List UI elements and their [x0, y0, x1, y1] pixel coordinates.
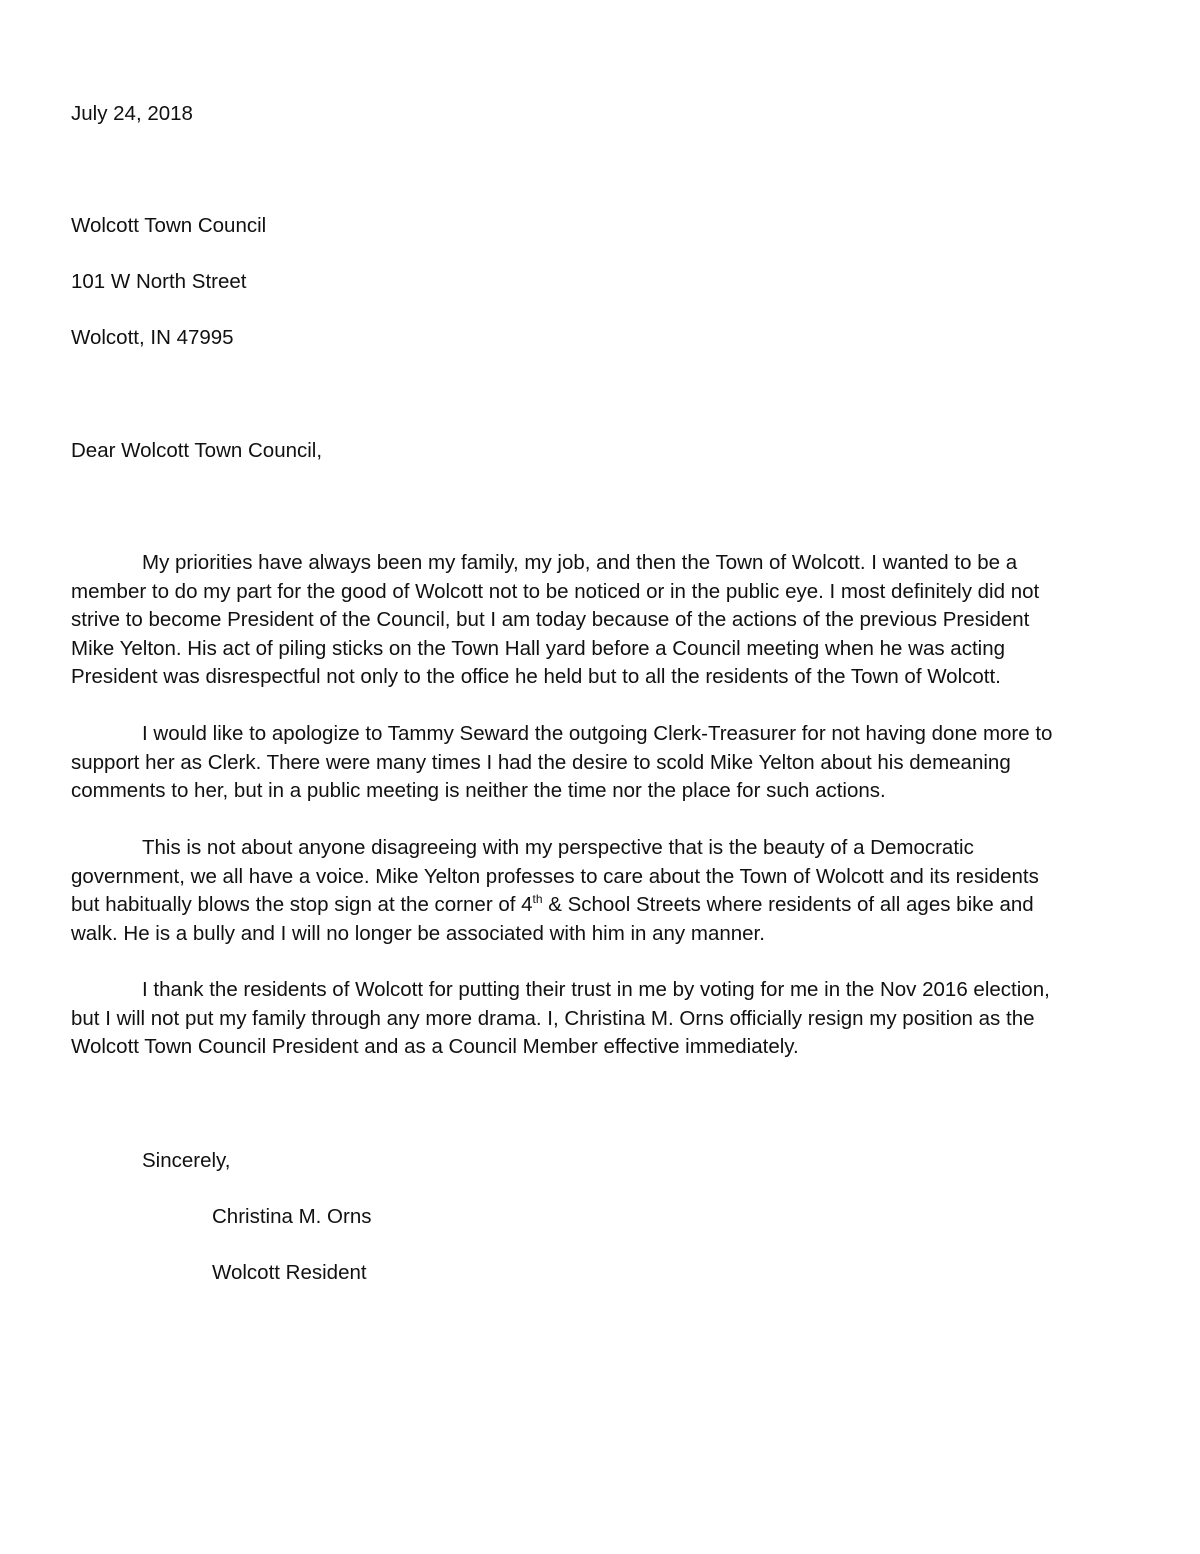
paragraph-2-line: I would like to apologize to Tammy Seward the outgoing Clerk-Treasurer for not having done more to	[142, 722, 1053, 745]
paragraph-2	[71, 720, 1141, 806]
paragraph-4-line: Wolcott Town Council President and as a Council Member effective immediately.	[71, 1035, 799, 1059]
paragraph-1	[71, 549, 1141, 692]
letter-date: July 24, 2018	[71, 102, 193, 125]
paragraph-4-line: I thank the residents of Wolcott for putting their trust in me by voting for me in the Nov 2016 election,	[142, 978, 1050, 1001]
paragraph-2-line: comments to her, but in a public meeting is neither the time nor the place for such actions.	[71, 779, 886, 803]
paragraph-1-line: My priorities have always been my family, my job, and then the Town of Wolcott. I wanted to be a	[142, 551, 1018, 574]
paragraph-1-line: President was disrespectful not only to the office he held but to all the residents of the Town of Wolcott.	[71, 665, 1001, 689]
paragraph-1-line: member to do my part for the good of Wolcott not to be noticed or in the public eye. I most definitely did not	[71, 579, 1040, 603]
signature-name: Christina M. Orns	[212, 1205, 372, 1228]
paragraph-4-line: but I will not put my family through any more drama. I, Christina M. Orns officially resign my position as the	[71, 1006, 1035, 1030]
recipient-city-state-zip: Wolcott, IN 47995	[71, 326, 234, 349]
paragraph-3-line-with-ordinal	[71, 891, 1141, 920]
paragraph-3-text-after: & School Streets where residents of all ages bike and	[542, 893, 1034, 917]
paragraph-1-line: Mike Yelton. His act of piling sticks on the Town Hall yard before a Council meeting when he was acting	[71, 636, 1006, 660]
paragraph-4	[71, 976, 1141, 1062]
paragraph-3	[71, 834, 1141, 948]
paragraph-3-line: government, we all have a voice. Mike Yelton professes to care about the Town of Wolcott and its residents	[71, 864, 1039, 888]
salutation: Dear Wolcott Town Council,	[71, 439, 323, 462]
recipient-name: Wolcott Town Council	[71, 214, 267, 237]
ordinal-suffix: th	[532, 892, 543, 907]
paragraph-3-text-before: but habitually blows the stop sign at the corner of 4	[71, 893, 533, 917]
signature-title: Wolcott Resident	[212, 1261, 367, 1284]
paragraph-2-line: support her as Clerk. There were many times I had the desire to scold Mike Yelton about his demeaning	[71, 750, 1011, 774]
paragraph-3-line: walk. He is a bully and I will no longer be associated with him in any manner.	[71, 921, 765, 945]
closing: Sincerely,	[142, 1149, 231, 1172]
paragraph-3-line: This is not about anyone disagreeing with my perspective that is the beauty of a Democratic	[142, 836, 974, 859]
recipient-street: 101 W North Street	[71, 270, 247, 293]
paragraph-1-line: strive to become President of the Council, but I am today because of the actions of the previous President	[71, 608, 1030, 632]
